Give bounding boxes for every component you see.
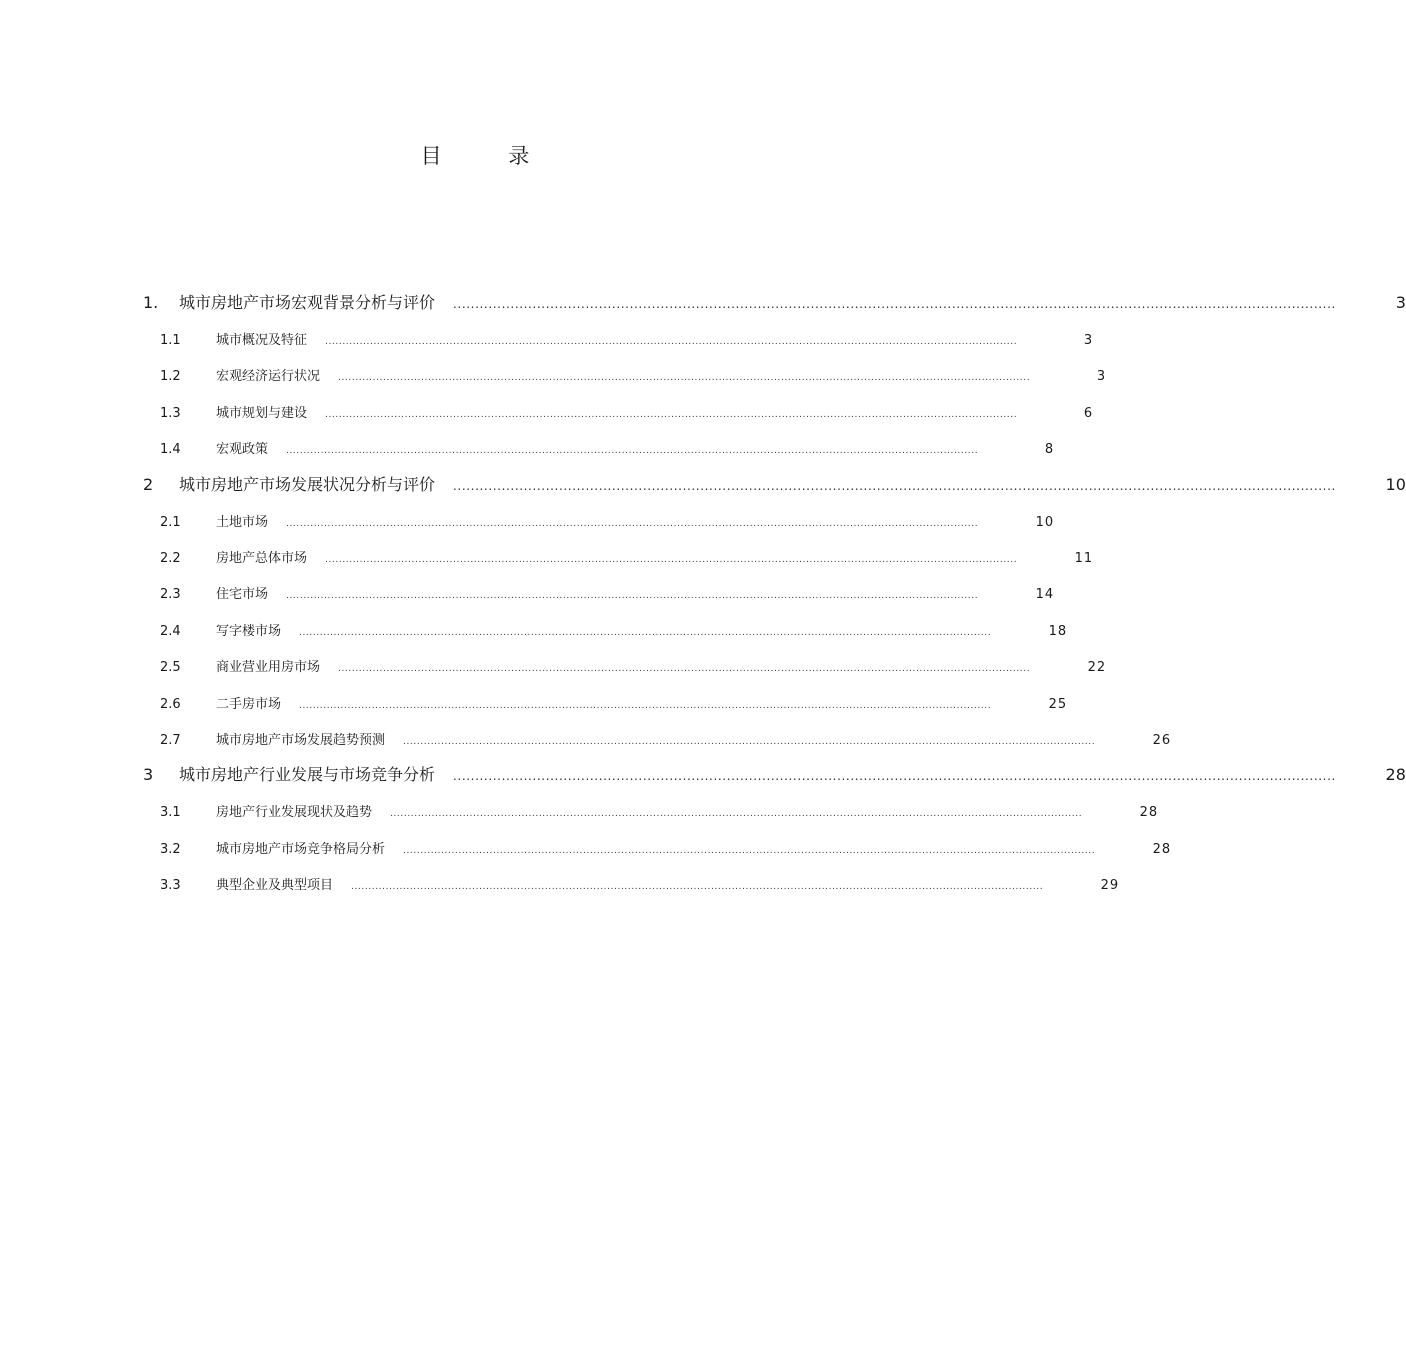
toc-entry-label: 房地产行业发展现状及趋势 xyxy=(216,805,373,821)
toc-entry-number: 1.2 xyxy=(160,369,181,385)
toc-page-number: 11 xyxy=(1074,550,1094,566)
toc-entry-number: 3 xyxy=(143,765,154,785)
toc-entry-label: 典型企业及典型项目 xyxy=(216,878,334,894)
toc-page-number: 22 xyxy=(1087,660,1107,676)
toc-entry-label: 住宅市场 xyxy=(216,587,269,603)
toc-section-entry[interactable] xyxy=(140,650,1107,686)
toc-page-number: 10 xyxy=(1035,514,1055,530)
toc-section-entry[interactable] xyxy=(140,396,1094,432)
toc-dot-leader: ........................................................................................................................................................................................................ xyxy=(299,627,992,638)
toc-section-entry[interactable] xyxy=(140,614,1068,650)
toc-entry-number: 3.3 xyxy=(160,878,181,894)
toc-entry-label: 土地市场 xyxy=(216,514,269,530)
toc-entry-label: 商业营业用房市场 xyxy=(216,660,321,676)
toc-page-number: 28 xyxy=(1139,805,1159,821)
toc-entry-label: 城市房地产市场竞争格局分析 xyxy=(216,841,386,857)
toc-section-entry[interactable] xyxy=(140,723,1172,759)
toc-section-entry[interactable] xyxy=(140,505,1055,541)
toc-entry-label: 写字楼市场 xyxy=(216,623,282,639)
toc-page-number: 14 xyxy=(1035,587,1055,603)
toc-chapter-entry[interactable] xyxy=(140,287,1406,323)
toc-dot-leader: ........................................................................................................................................................................................................ xyxy=(286,446,979,457)
toc-entry-label: 宏观政策 xyxy=(216,442,269,458)
toc-entry-label: 城市房地产行业发展与市场竞争分析 xyxy=(179,765,436,785)
toc-entry-number: 1.3 xyxy=(160,405,181,421)
toc-dot-leader: ........................................................................................................................................................................................................ xyxy=(453,769,1336,784)
toc-dot-leader: ........................................................................................................................................................................................................ xyxy=(390,809,1083,820)
toc-section-entry[interactable] xyxy=(140,832,1172,868)
toc-dot-leader: ........................................................................................................................................................................................................ xyxy=(453,297,1336,311)
toc-dot-leader: ........................................................................................................................................................................................................ xyxy=(286,591,979,602)
toc-section-entry[interactable] xyxy=(140,323,1094,359)
toc-entry-label: 城市规划与建设 xyxy=(216,405,308,421)
toc-dot-leader: ........................................................................................................................................................................................................ xyxy=(403,845,1096,856)
toc-dot-leader: ........................................................................................................................................................................................................ xyxy=(325,337,1018,347)
toc-page-number: 3 xyxy=(1083,333,1094,348)
toc-page-number: 28 xyxy=(1152,841,1172,857)
toc-page-number: 29 xyxy=(1100,878,1120,894)
toc-entry-label: 房地产总体市场 xyxy=(216,550,308,566)
toc-entry-number: 2.7 xyxy=(160,732,181,748)
table-of-contents xyxy=(140,287,1406,904)
toc-entry-number: 2.1 xyxy=(160,514,181,530)
toc-dot-leader: ........................................................................................................................................................................................................ xyxy=(325,409,1018,420)
toc-page-number: 26 xyxy=(1152,732,1172,748)
toc-section-entry[interactable] xyxy=(140,687,1068,723)
page-title: 目 录 xyxy=(420,144,560,168)
toc-dot-leader: ........................................................................................................................................................................................................ xyxy=(453,478,1336,493)
toc-page-number: 3 xyxy=(1096,369,1107,385)
toc-section-entry[interactable] xyxy=(140,432,1055,468)
toc-entry-label: 宏观经济运行状况 xyxy=(216,369,321,385)
toc-entry-number: 1.4 xyxy=(160,442,181,458)
toc-section-entry[interactable] xyxy=(140,868,1120,904)
toc-dot-leader: ........................................................................................................................................................................................................ xyxy=(286,518,979,529)
toc-entry-number: 2.3 xyxy=(160,587,181,603)
toc-entry-number: 2.5 xyxy=(160,660,181,676)
toc-page-number: 25 xyxy=(1048,696,1068,712)
toc-entry-label: 二手房市场 xyxy=(216,696,282,712)
toc-dot-leader: ........................................................................................................................................................................................................ xyxy=(338,373,1031,384)
toc-section-entry[interactable] xyxy=(140,577,1055,613)
toc-page-number: 8 xyxy=(1044,442,1055,458)
toc-page-number: 28 xyxy=(1385,765,1406,785)
toc-entry-number: 3.2 xyxy=(160,841,181,857)
toc-chapter-entry[interactable] xyxy=(140,469,1406,505)
toc-entry-number: 1.1 xyxy=(160,333,181,348)
toc-page-number: 10 xyxy=(1385,474,1406,494)
toc-dot-leader: ........................................................................................................................................................................................................ xyxy=(403,736,1096,747)
toc-dot-leader: ........................................................................................................................................................................................................ xyxy=(338,664,1031,675)
toc-page-number: 6 xyxy=(1083,405,1094,421)
toc-entry-label: 城市房地产市场发展状况分析与评价 xyxy=(179,474,436,494)
toc-entry-number: 2 xyxy=(143,474,154,494)
toc-entry-number: 2.4 xyxy=(160,623,181,639)
toc-section-entry[interactable] xyxy=(140,541,1094,577)
toc-entry-number: 3.1 xyxy=(160,805,181,821)
toc-entry-number: 1. xyxy=(143,293,159,312)
toc-entry-label: 城市房地产市场宏观背景分析与评价 xyxy=(179,293,436,312)
toc-dot-leader: ........................................................................................................................................................................................................ xyxy=(351,882,1044,893)
toc-chapter-entry[interactable] xyxy=(140,759,1406,795)
toc-dot-leader: ........................................................................................................................................................................................................ xyxy=(299,700,992,711)
toc-page-number: 18 xyxy=(1048,623,1068,639)
toc-entry-label: 城市房地产市场发展趋势预测 xyxy=(216,732,386,748)
toc-entry-label: 城市概况及特征 xyxy=(216,333,308,348)
toc-entry-number: 2.6 xyxy=(160,696,181,712)
toc-page-number: 3 xyxy=(1395,293,1406,312)
toc-section-entry[interactable] xyxy=(140,795,1159,831)
toc-dot-leader: ........................................................................................................................................................................................................ xyxy=(325,554,1018,565)
toc-section-entry[interactable] xyxy=(140,359,1107,395)
toc-entry-number: 2.2 xyxy=(160,550,181,566)
